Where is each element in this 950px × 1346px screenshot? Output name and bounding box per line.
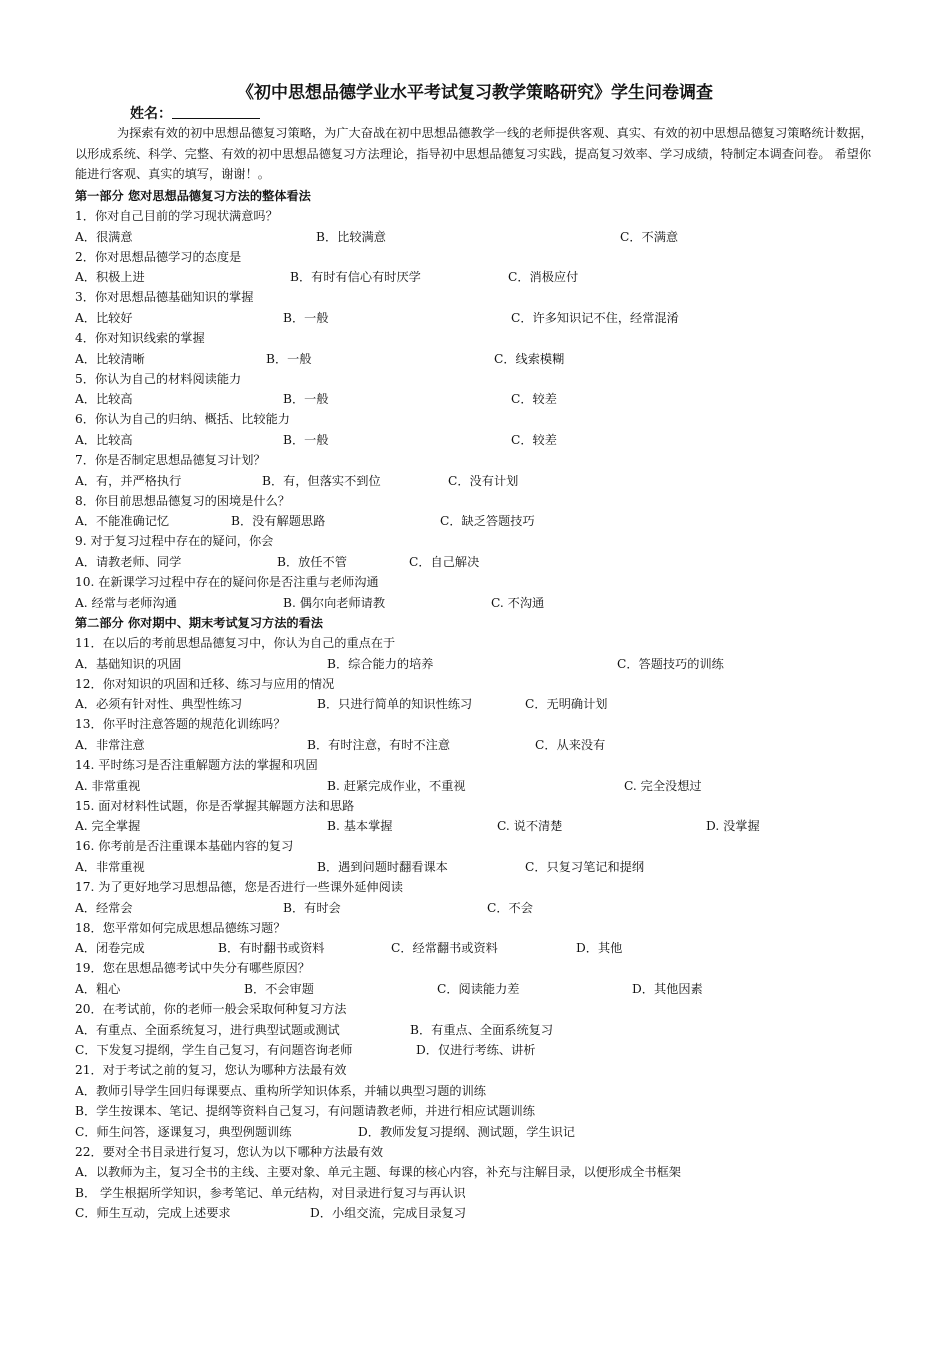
- option-19a[interactable]: A．粗心: [75, 982, 121, 996]
- option-13b[interactable]: B．有时注意，有时不注意: [307, 738, 451, 752]
- question-13: 13．你平时注意答题的规范化训练吗？: [75, 717, 286, 731]
- option-15b[interactable]: B. 基本掌握: [327, 819, 393, 833]
- option-21b[interactable]: B．学生按课本、笔记、提纲等资料自己复习，有问题请教老师，并进行相应试题训练: [75, 1104, 535, 1118]
- question-22: 22．要对全书目录进行复习，您认为以下哪种方法最有效: [75, 1145, 384, 1159]
- option-15a[interactable]: A. 完全掌握: [75, 819, 141, 833]
- option-20d[interactable]: D．仅进行考练、讲析: [416, 1043, 536, 1057]
- option-21a[interactable]: A．教师引导学生回归每课要点、重构所学知识体系，并辅以典型习题的训练: [75, 1084, 486, 1098]
- option-1b[interactable]: B．比较满意: [316, 230, 386, 244]
- question-7: 7．你是否制定思想品德复习计划？: [75, 453, 266, 467]
- question-20: 20．在考试前，你的老师一般会采取何种复习方法: [75, 1002, 347, 1016]
- option-11c[interactable]: C．答题技巧的训练: [617, 657, 724, 671]
- question-1: 1．你对自己目前的学习现状满意吗？: [75, 209, 278, 223]
- option-13c[interactable]: C．从来没有: [535, 738, 606, 752]
- option-7c[interactable]: C．没有计划: [448, 474, 519, 488]
- question-21: 21．对于考试之前的复习，您认为哪种方法最有效: [75, 1063, 347, 1077]
- option-2c[interactable]: C．消极应付: [508, 270, 579, 284]
- option-22a[interactable]: A．以教师为主，复习全书的主线、主要对象、单元主题、每课的核心内容，补充与注解目录，以便形成全书框架: [75, 1165, 681, 1179]
- option-17a[interactable]: A．经常会: [75, 901, 133, 915]
- option-22c[interactable]: C．师生互动，完成上述要求: [75, 1206, 231, 1220]
- option-10a[interactable]: A. 经常与老师沟通: [75, 596, 177, 610]
- option-16a[interactable]: A．非常重视: [75, 860, 145, 874]
- option-5a[interactable]: A．比较高: [75, 392, 133, 406]
- section-2-heading: 第二部分 你对期中、期末考试复习方法的看法: [75, 616, 323, 630]
- option-11a[interactable]: A．基础知识的巩固: [75, 657, 182, 671]
- option-17c[interactable]: C．不会: [487, 901, 533, 915]
- question-16: 16. 你考前是否注重课本基础内容的复习: [75, 839, 294, 853]
- option-6c[interactable]: C．较差: [511, 433, 557, 447]
- page-title: 《初中思想品德学业水平考试复习教学策略研究》学生问卷调查: [237, 83, 713, 103]
- question-10: 10. 在新课学习过程中存在的疑问你是否注重与老师沟通: [75, 575, 379, 589]
- option-12b[interactable]: B．只进行简单的知识性练习: [317, 697, 473, 711]
- option-10b[interactable]: B. 偶尔向老师请教: [283, 596, 386, 610]
- option-8b[interactable]: B．没有解题思路: [231, 514, 326, 528]
- option-22d[interactable]: D．小组交流，完成目录复习: [310, 1206, 467, 1220]
- question-9: 9. 对于复习过程中存在的疑问，你会: [75, 534, 274, 548]
- option-20b[interactable]: B．有重点、全面系统复习: [410, 1023, 554, 1037]
- option-16b[interactable]: B．遇到问题时翻看课本: [317, 860, 448, 874]
- question-15: 15. 面对材料性试题，你是否掌握其解题方法和思路: [75, 799, 355, 813]
- option-4a[interactable]: A．比较清晰: [75, 352, 145, 366]
- question-19: 19．您在思想品德考试中失分有哪些原因？: [75, 961, 310, 975]
- question-4: 4．你对知识线索的掌握: [75, 331, 205, 345]
- option-3c[interactable]: C．许多知识记不住，经常混淆: [511, 311, 679, 325]
- question-2: 2．你对思想品德学习的态度是: [75, 250, 242, 264]
- option-18c[interactable]: C．经常翻书或资料: [391, 941, 498, 955]
- name-label: 姓名：: [130, 106, 172, 122]
- option-9a[interactable]: A．请教老师、同学: [75, 555, 182, 569]
- option-19c[interactable]: C．阅读能力差: [437, 982, 520, 996]
- option-7b[interactable]: B．有，但落实不到位: [262, 474, 381, 488]
- option-14a[interactable]: A. 非常重视: [75, 779, 141, 793]
- question-18: 18．您平常如何完成思想品德练习题？: [75, 921, 286, 935]
- section-1-heading: 第一部分 您对思想品德复习方法的整体看法: [75, 189, 311, 203]
- option-2a[interactable]: A．积极上进: [75, 270, 145, 284]
- question-11: 11．在以后的考前思想品德复习中，你认为自己的重点在于: [75, 636, 396, 650]
- option-21c[interactable]: C．师生问答，逐课复习，典型例题训练: [75, 1125, 292, 1139]
- option-2b[interactable]: B．有时有信心有时厌学: [290, 270, 421, 284]
- option-18d[interactable]: D．其他: [576, 941, 623, 955]
- name-blank-line[interactable]: [172, 104, 260, 119]
- option-7a[interactable]: A．有，并严格执行: [75, 474, 182, 488]
- option-9b[interactable]: B．放任不管: [277, 555, 347, 569]
- question-8: 8．你目前思想品德复习的困境是什么？: [75, 494, 290, 508]
- option-3b[interactable]: B．一般: [283, 311, 329, 325]
- question-17: 17. 为了更好地学习思想品德，您是否进行一些课外延伸阅读: [75, 880, 403, 894]
- option-20a[interactable]: A．有重点、全面系统复习，进行典型试题或测试: [75, 1023, 340, 1037]
- option-15c[interactable]: C. 说不清楚: [497, 819, 563, 833]
- option-9c[interactable]: C．自己解决: [409, 555, 480, 569]
- option-10c[interactable]: C. 不沟通: [491, 596, 545, 610]
- intro-paragraph: 为探索有效的初中思想品德复习策略，为广大奋战在初中思想品德教学一线的老师提供客观、真实、有效的初中思想品德复习策略统计数据，以形成系统、科学、完整、有效的初中思想品德复习方法理论，指导初中思想品德复习实践，提高复习效率、学习成绩，特制定本调查问卷。 希望你能进行客观、真实的填写，谢谢！。: [75, 126, 873, 181]
- option-6a[interactable]: A．比较高: [75, 433, 133, 447]
- question-12: 12．你对知识的巩固和迁移、练习与应用的情况: [75, 677, 335, 691]
- name-field: [130, 104, 260, 124]
- option-8a[interactable]: A．不能准确记忆: [75, 514, 170, 528]
- question-6: 6．你认为自己的归纳、概括、比较能力: [75, 412, 290, 426]
- option-5b[interactable]: B．一般: [283, 392, 329, 406]
- option-18b[interactable]: B．有时翻书或资料: [218, 941, 325, 955]
- option-1c[interactable]: C．不满意: [620, 230, 679, 244]
- option-4c[interactable]: C．线索模糊: [494, 352, 565, 366]
- question-5: 5．你认为自己的材料阅读能力: [75, 372, 242, 386]
- option-16c[interactable]: C．只复习笔记和提纲: [525, 860, 645, 874]
- option-5c[interactable]: C．较差: [511, 392, 557, 406]
- question-3: 3．你对思想品德基础知识的掌握: [75, 290, 254, 304]
- option-14b[interactable]: B. 赶紧完成作业，不重视: [327, 779, 466, 793]
- option-12a[interactable]: A．必须有针对性、典型性练习: [75, 697, 243, 711]
- option-1a[interactable]: A．很满意: [75, 230, 133, 244]
- option-15d[interactable]: D. 没掌握: [706, 819, 760, 833]
- option-21d[interactable]: D．教师发复习提纲、测试题，学生识记: [358, 1125, 575, 1139]
- option-3a[interactable]: A．比较好: [75, 311, 133, 325]
- option-17b[interactable]: B．有时会: [283, 901, 341, 915]
- option-13a[interactable]: A．非常注意: [75, 738, 145, 752]
- option-12c[interactable]: C．无明确计划: [525, 697, 608, 711]
- option-18a[interactable]: A．闭卷完成: [75, 941, 145, 955]
- option-6b[interactable]: B．一般: [283, 433, 329, 447]
- option-14c[interactable]: C. 完全没想过: [624, 779, 702, 793]
- option-19b[interactable]: B．不会审题: [244, 982, 314, 996]
- option-19d[interactable]: D．其他因素: [632, 982, 703, 996]
- option-8c[interactable]: C．缺乏答题技巧: [440, 514, 535, 528]
- option-11b[interactable]: B．综合能力的培养: [327, 657, 434, 671]
- option-20c[interactable]: C．下发复习提纲，学生自己复习，有问题咨询老师: [75, 1043, 353, 1057]
- option-22b[interactable]: B． 学生根据所学知识，参考笔记、单元结构，对目录进行复习与再认识: [75, 1186, 466, 1200]
- option-4b[interactable]: B．一般: [266, 352, 312, 366]
- question-14: 14. 平时练习是否注重解题方法的掌握和巩固: [75, 758, 318, 772]
